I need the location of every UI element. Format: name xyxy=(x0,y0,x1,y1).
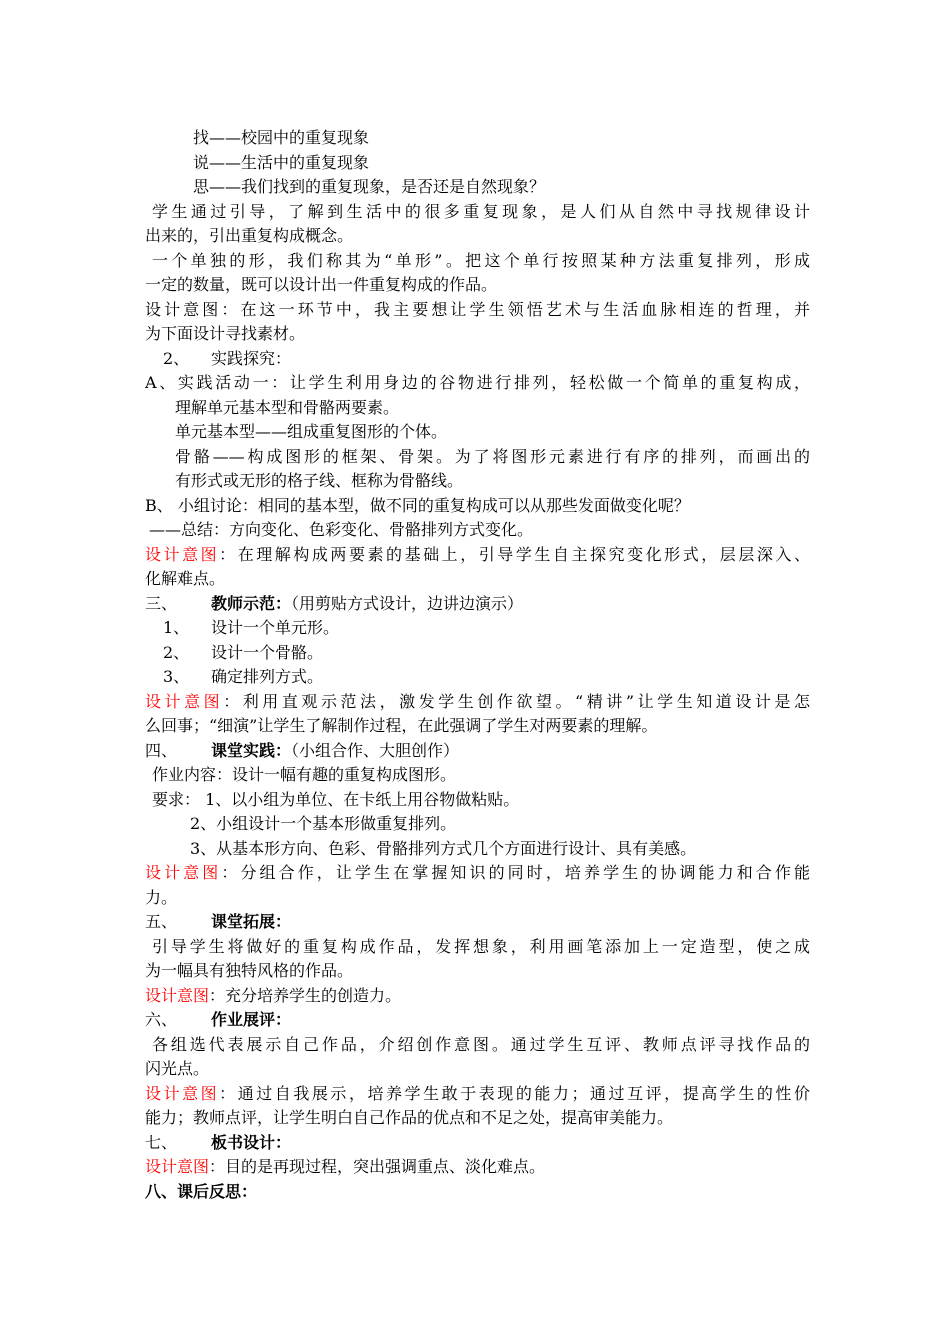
design-intent-text: ：目的是再现过程，突出强调重点、淡化难点。 xyxy=(209,1157,546,1176)
item-text: 确定排列方式。 xyxy=(211,667,324,686)
design-intent-text: ：利用直观示范法，激发学生创作欲望。“精讲”让学生知道设计是怎 xyxy=(223,691,810,711)
item-number: 2、 xyxy=(163,642,190,662)
heading-number: 六、 xyxy=(145,1010,178,1029)
heading-text: （小组合作、大胆创作） xyxy=(291,740,460,760)
text-line: 为下面设计寻找素材。 xyxy=(145,324,306,343)
design-intent-label: 设计意图 xyxy=(145,544,220,564)
heading-number: 五、 xyxy=(145,912,178,931)
text-line: 思——我们找到的重复现象，是否还是自然现象？ xyxy=(193,177,546,196)
design-intent-label: 设计意图 xyxy=(145,691,224,711)
heading-title: 作业展评： xyxy=(211,1010,292,1029)
section-heading: 八、课后反思： xyxy=(145,1181,258,1201)
text-line: 闪光点。 xyxy=(145,1059,210,1078)
text-line: 各组选代表展示自己作品，介绍创作意图。通过学生互评、教师点评寻找作品的 xyxy=(152,1034,810,1054)
text-line: 化解难点。 xyxy=(145,569,226,588)
item-number: 3、 xyxy=(163,667,190,686)
design-intent-line xyxy=(145,984,810,1009)
text-line: A、实践活动一：让学生利用身边的谷物进行排列，轻松做一个简单的重复构成， xyxy=(145,373,810,392)
item-text: 设计一个单元形。 xyxy=(211,618,340,637)
text-line: 能力；教师点评，让学生明白自己作品的优点和不足之处，提高审美能力。 xyxy=(145,1108,674,1127)
design-intent-text: ：充分培养学生的创造力。 xyxy=(209,985,402,1005)
text-line: 2、小组设计一个基本形做重复排列。 xyxy=(190,814,457,833)
section-heading xyxy=(145,1131,810,1156)
heading-number: 三、 xyxy=(145,593,178,613)
design-intent-line xyxy=(145,1155,810,1180)
section-heading xyxy=(145,1008,810,1033)
heading-title: 教师示范： xyxy=(211,593,292,613)
text-line: 要求： 1、以小组为单位、在卡纸上用谷物做粘贴。 xyxy=(152,789,520,809)
design-intent-text: ：在理解构成两要素的基础上，引导学生自主探究变化形式，层层深入、 xyxy=(219,544,810,564)
text-line: 3、从基本形方向、色彩、骨骼排列方式几个方面进行设计、具有美感。 xyxy=(190,838,697,858)
text-line: 一个单独的形，我们称其为“单形”。把这个单行按照某种方法重复排列，形成 xyxy=(152,250,810,270)
heading-number: 四、 xyxy=(145,740,178,760)
design-intent-text: ：分组合作，让学生在掌握知识的同时，培养学生的协调能力和合作能 xyxy=(221,863,810,882)
document-page xyxy=(145,126,810,1204)
text-line: 出来的，引出重复构成概念。 xyxy=(145,226,354,245)
text-line: 作业内容：设计一幅有趣的重复构成图形。 xyxy=(152,765,457,784)
text-line: 单元基本型——组成重复图形的个体。 xyxy=(175,422,448,441)
section-heading xyxy=(145,910,810,935)
section-heading xyxy=(145,347,810,372)
text-line: 引导学生将做好的重复构成作品，发挥想象，利用画笔添加上一定造型，使之成 xyxy=(152,936,810,956)
text-line: 理解单元基本型和骨骼两要素。 xyxy=(175,397,400,417)
design-intent-line xyxy=(145,690,810,715)
text-line: 说——生活中的重复现象 xyxy=(193,152,370,172)
text-line: 找——校园中的重复现象 xyxy=(193,128,370,147)
text-line: 骨骼——构成图形的框架、骨架。为了将图形元素进行有序的排列，而画出的 xyxy=(175,446,810,466)
section-heading xyxy=(145,739,810,764)
design-intent-label: 设计意图 xyxy=(145,985,210,1005)
design-intent-label: 设计意图 xyxy=(145,863,222,882)
list-item xyxy=(145,641,810,666)
heading-title: 板书设计： xyxy=(211,1132,292,1152)
text-line: 学生通过引导，了解到生活中的很多重复现象，是人们从自然中寻找规律设计 xyxy=(152,201,810,221)
text-line: B、 小组讨论：相同的基本型，做不同的重复构成可以从那些发面做变化呢？ xyxy=(145,495,690,515)
design-intent-text: ：通过自我展示，培养学生敢于表现的能力；通过互评，提高学生的性价 xyxy=(219,1083,810,1103)
heading-title: 课堂拓展： xyxy=(211,912,292,931)
design-intent-line xyxy=(145,861,810,886)
list-item xyxy=(145,616,810,641)
design-intent-line xyxy=(145,1082,810,1107)
heading-text: 实践探究： xyxy=(211,348,292,368)
list-item xyxy=(145,665,810,690)
heading-text: （用剪贴方式设计，边讲边演示） xyxy=(291,593,524,613)
design-intent-line xyxy=(145,543,810,568)
text-line: 么回事；“细演”让学生了解制作过程，在此强调了学生对两要素的理解。 xyxy=(145,716,658,735)
design-intent-label: 设计意图 xyxy=(145,1157,210,1176)
heading-number: 七、 xyxy=(145,1132,178,1152)
heading-title: 课堂实践： xyxy=(211,740,292,760)
text-line: 一定的数量，既可以设计出一件重复构成的作品。 xyxy=(145,275,498,294)
text-line: ——总结：方向变化、色彩变化、骨骼排列方式变化。 xyxy=(149,520,534,539)
text-line: 设计意图：在这一环节中，我主要想让学生领悟艺术与生活血脉相连的哲理，并 xyxy=(145,299,810,319)
text-line: 力。 xyxy=(145,887,178,907)
design-intent-label: 设计意图 xyxy=(145,1083,220,1103)
item-number: 1、 xyxy=(163,618,190,637)
item-text: 设计一个骨骼。 xyxy=(211,642,324,662)
heading-number: 2、 xyxy=(163,348,190,368)
section-heading xyxy=(145,592,810,617)
text-line: 为一幅具有独特风格的作品。 xyxy=(145,961,354,980)
text-line: 有形式或无形的格子线、框称为骨骼线。 xyxy=(175,471,464,490)
